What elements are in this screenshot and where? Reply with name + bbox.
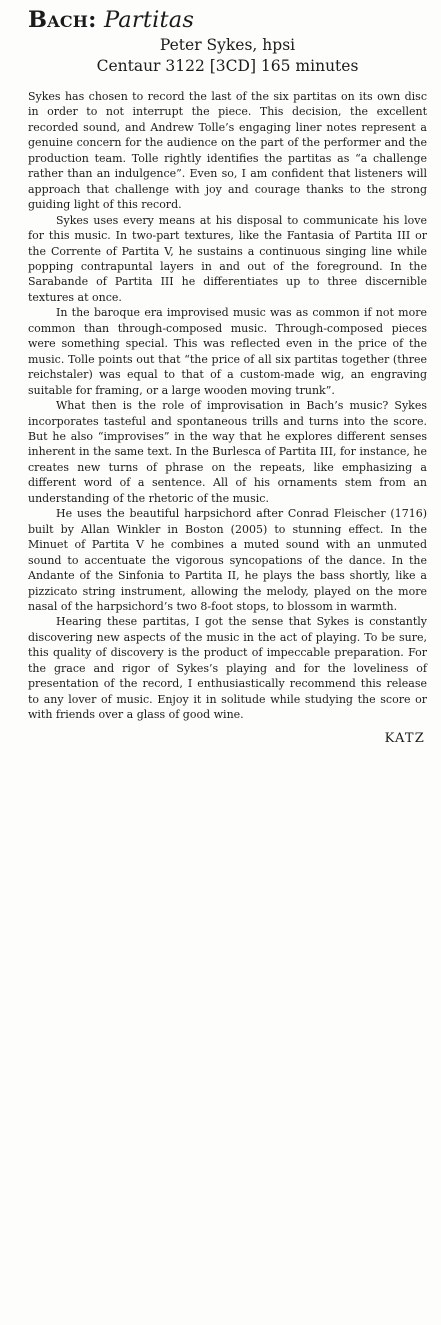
work-title: Partitas xyxy=(103,7,195,33)
review-paragraph: What then is the role of improvisation in Bach’s music? Sykes incorporates tasteful and spontaneous trills and turns into the score. But he also “improvises” in the way that he explores different senses inherent in the same text. In the Burlesca of Partita III, for instance, he creates new turns of phrase on the repeats, like emphasizing a different word of a sentence. All of his ornaments stem from an understanding of the rhetoric of the music. xyxy=(28,399,427,505)
reviewer-signature: KATZ xyxy=(384,730,425,746)
review-title xyxy=(28,6,427,34)
review-body xyxy=(28,89,427,723)
review-paragraph: Sykes uses every means at his disposal to communicate his love for this music. In two-part textures, like the Fantasia of Partita III or the Corrente of Partita V, he sustains a continuous singing line while popping contrapuntal layers in and out of the foreground. In the Sarabande of Partita III he differentiates up to three discernible textures at once. xyxy=(28,213,427,304)
composer-name: Bach: xyxy=(28,7,97,33)
review-paragraph: Sykes has chosen to record the last of the six partitas on its own disc in order to not interrupt the piece. This decision, the excellent recorded sound, and Andrew Tolle’s engaging liner notes represent a genuine concern for the audience on the part of the performer and the production team. Tolle rightly identifies the partitas as “a challenge rather than an indulgence”. Even so, I am confident that listeners will approach that challenge with joy and courage thanks to the strong guiding light of this record. xyxy=(28,90,427,212)
label-line: Centaur 3122 [3CD] 165 minutes xyxy=(96,57,359,75)
review-paragraph: He uses the beautiful harpsichord after Conrad Fleischer (1716) built by Allan Winkler in Boston (2005) to stunning effect. In the Minuet of Partita V he combines a muted sound with an unmuted sound to accentuate the vigorous syncopations of the dance. In the Andante of the Sinfonia to Partita II, he plays the bass shortly, like a pizzicato string instrument, allowing the melody, played on the more nasal of the harpsichord’s two 8-foot stops, to blossom in warmth. xyxy=(28,507,427,613)
review-paragraph: In the baroque era improvised music was as common if not more common than through-composed music. Through-composed pieces were something special. This was reflected even in the price of the music. Tolle points out that “the price of all six partitas together (three reichstaler) was equal to that of a custom-made wig, an engraving suitable for framing, or a large wooden moving trunk”. xyxy=(28,306,427,397)
performer-line: Peter Sykes, hpsi xyxy=(159,36,296,54)
review-paragraph: Hearing these partitas, I got the sense that Sykes is constantly discovering new aspects of the music in the act of playing. To be sure, this quality of discovery is the product of impeccable preparation. For the grace and rigor of Sykes’s playing and for the loveliness of presentation of the record, I enthusiastically recommend this release to any lover of music. Enjoy it in solitude while studying the score or with friends over a glass of good wine. xyxy=(28,615,427,722)
recording-credits xyxy=(28,35,427,77)
